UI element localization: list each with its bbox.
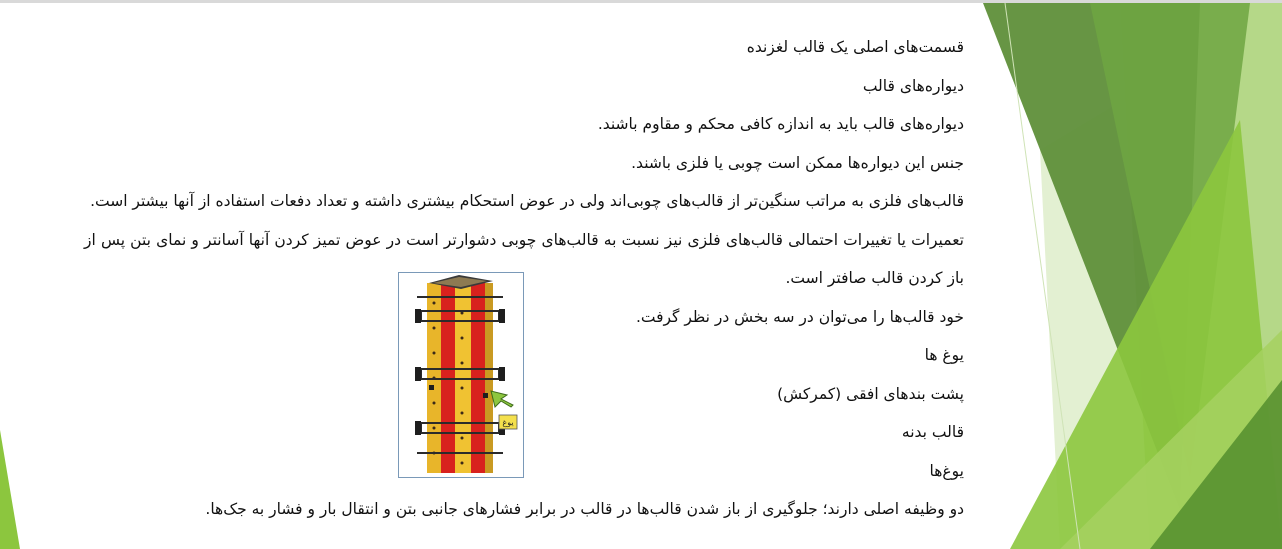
text-metal-forms: قالب‌های فلزی به مراتب سنگین‌تر از قالب‌های چوبی‌اند ولی در عوض استحکام بیشتری داشته و تعداد دفعات استفاده از آنها بیشتر است. [90,192,964,210]
list-item-yokes: یوغ ها [924,346,964,364]
column-body [427,275,493,473]
list-item-horizontal-braces: پشت بندهای افقی (کمرکش) [777,384,964,403]
text-walls-strong: دیواره‌های قالب باید به اندازه کافی محکم و مقاوم باشند. [597,115,964,133]
text-walls-material: جنس این دیواره‌ها ممکن است چوبی یا فلزی باشند. [631,153,964,172]
heading-slipform-parts: قسمت‌های اصلی یک قالب لغزنده [746,38,964,56]
list-item-body-form: قالب بدنه [901,423,964,441]
left-accent-shape [0,430,20,549]
slipform-column-image [398,272,524,478]
text-three-parts: خود قالب‌ها را می‌توان در سه بخش در نظر گرفت. [635,307,964,326]
slide-body [84,28,964,529]
subheading-form-walls: دیواره‌های قالب [862,76,964,95]
yoke-label: یوغ [502,418,514,427]
text-repairs: تعمیرات یا تغییرات احتمالی قالب‌های فلزی نیز نسبت به قالب‌های چوبی دشوارتر است در عوض تمیز کردن آنها آسانتر و نمای بتن پس از باز کردن قالب صافتر است. [84,230,964,287]
text-yoke-duties: دو وظیفه اصلی دارند؛ جلوگیری از باز شدن قالب‌ها در قالب در برابر فشارهای جانبی بتن و انتقال بار و فشار به جک‌ها. [205,500,964,518]
yoke-pointer-arrow [491,391,513,407]
subheading-yokes: یوغ‌ها [929,461,964,480]
